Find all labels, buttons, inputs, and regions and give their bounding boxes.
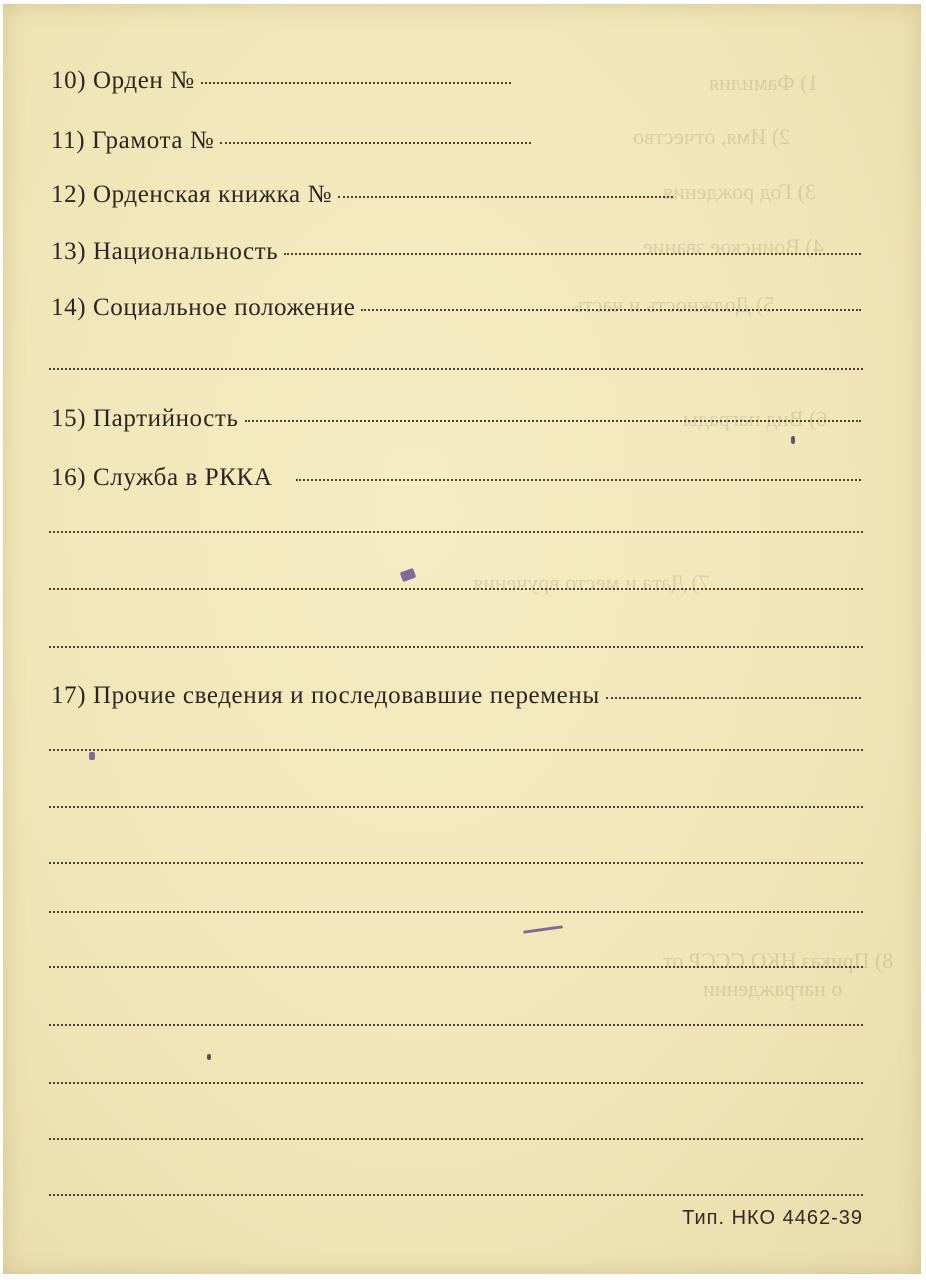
fill-line[interactable] xyxy=(220,140,531,144)
field-label: 17) Прочие сведения и последовавшие перемены xyxy=(51,682,600,709)
field-label: 12) Орденская книжка № xyxy=(51,181,333,208)
print-code: Тип. НКО 4462-39 xyxy=(682,1207,863,1229)
fill-line[interactable] xyxy=(338,194,673,198)
blank-line[interactable] xyxy=(49,966,863,968)
field-label: 10) Орден № xyxy=(51,67,195,94)
blank-line[interactable] xyxy=(49,1024,863,1026)
blank-line[interactable] xyxy=(49,368,863,370)
form-sheet xyxy=(3,4,921,1274)
blank-line[interactable] xyxy=(49,531,863,533)
ink-speck xyxy=(791,436,795,444)
blank-line[interactable] xyxy=(49,862,863,864)
ink-speck xyxy=(207,1054,211,1060)
blank-line[interactable] xyxy=(49,588,863,590)
fill-line[interactable] xyxy=(245,418,861,422)
blank-line[interactable] xyxy=(49,911,863,913)
blank-line[interactable] xyxy=(49,1194,863,1196)
blank-line[interactable] xyxy=(49,646,863,648)
fill-line[interactable] xyxy=(606,695,861,699)
blank-line[interactable] xyxy=(49,1082,863,1084)
field-social-status xyxy=(51,293,861,323)
fill-line[interactable] xyxy=(296,477,861,481)
field-rkka-service xyxy=(51,463,861,493)
fill-line[interactable] xyxy=(361,307,861,311)
fill-line[interactable] xyxy=(284,251,861,255)
field-nationality xyxy=(51,237,861,267)
field-other-info xyxy=(51,681,861,711)
blank-line[interactable] xyxy=(49,806,863,808)
field-order-number xyxy=(51,66,511,96)
field-order-book-number xyxy=(51,180,673,210)
blank-line[interactable] xyxy=(49,1138,863,1140)
field-party-membership xyxy=(51,404,861,434)
ink-speck xyxy=(89,752,95,760)
reverse-show-through: 1) Фамилия 2) Имя, отчество 3) Год рождения 4) Воинское звание 5) Должность и часть 6) Вид награды 7) Дата и место вручения 8) Приказ НКО СССР от о награждении xyxy=(473,70,894,1001)
field-certificate-number xyxy=(51,126,531,156)
ink-speck xyxy=(400,568,417,582)
field-label: 15) Партийность xyxy=(51,405,239,432)
field-label: 14) Социальное положение xyxy=(51,294,356,321)
field-label: 13) Национальность xyxy=(51,238,279,265)
blank-line[interactable] xyxy=(49,749,863,751)
fill-line[interactable] xyxy=(201,80,511,84)
field-label: 16) Служба в РККА xyxy=(51,464,273,491)
ink-speck xyxy=(523,925,563,934)
field-label: 11) Грамота № xyxy=(51,127,215,154)
